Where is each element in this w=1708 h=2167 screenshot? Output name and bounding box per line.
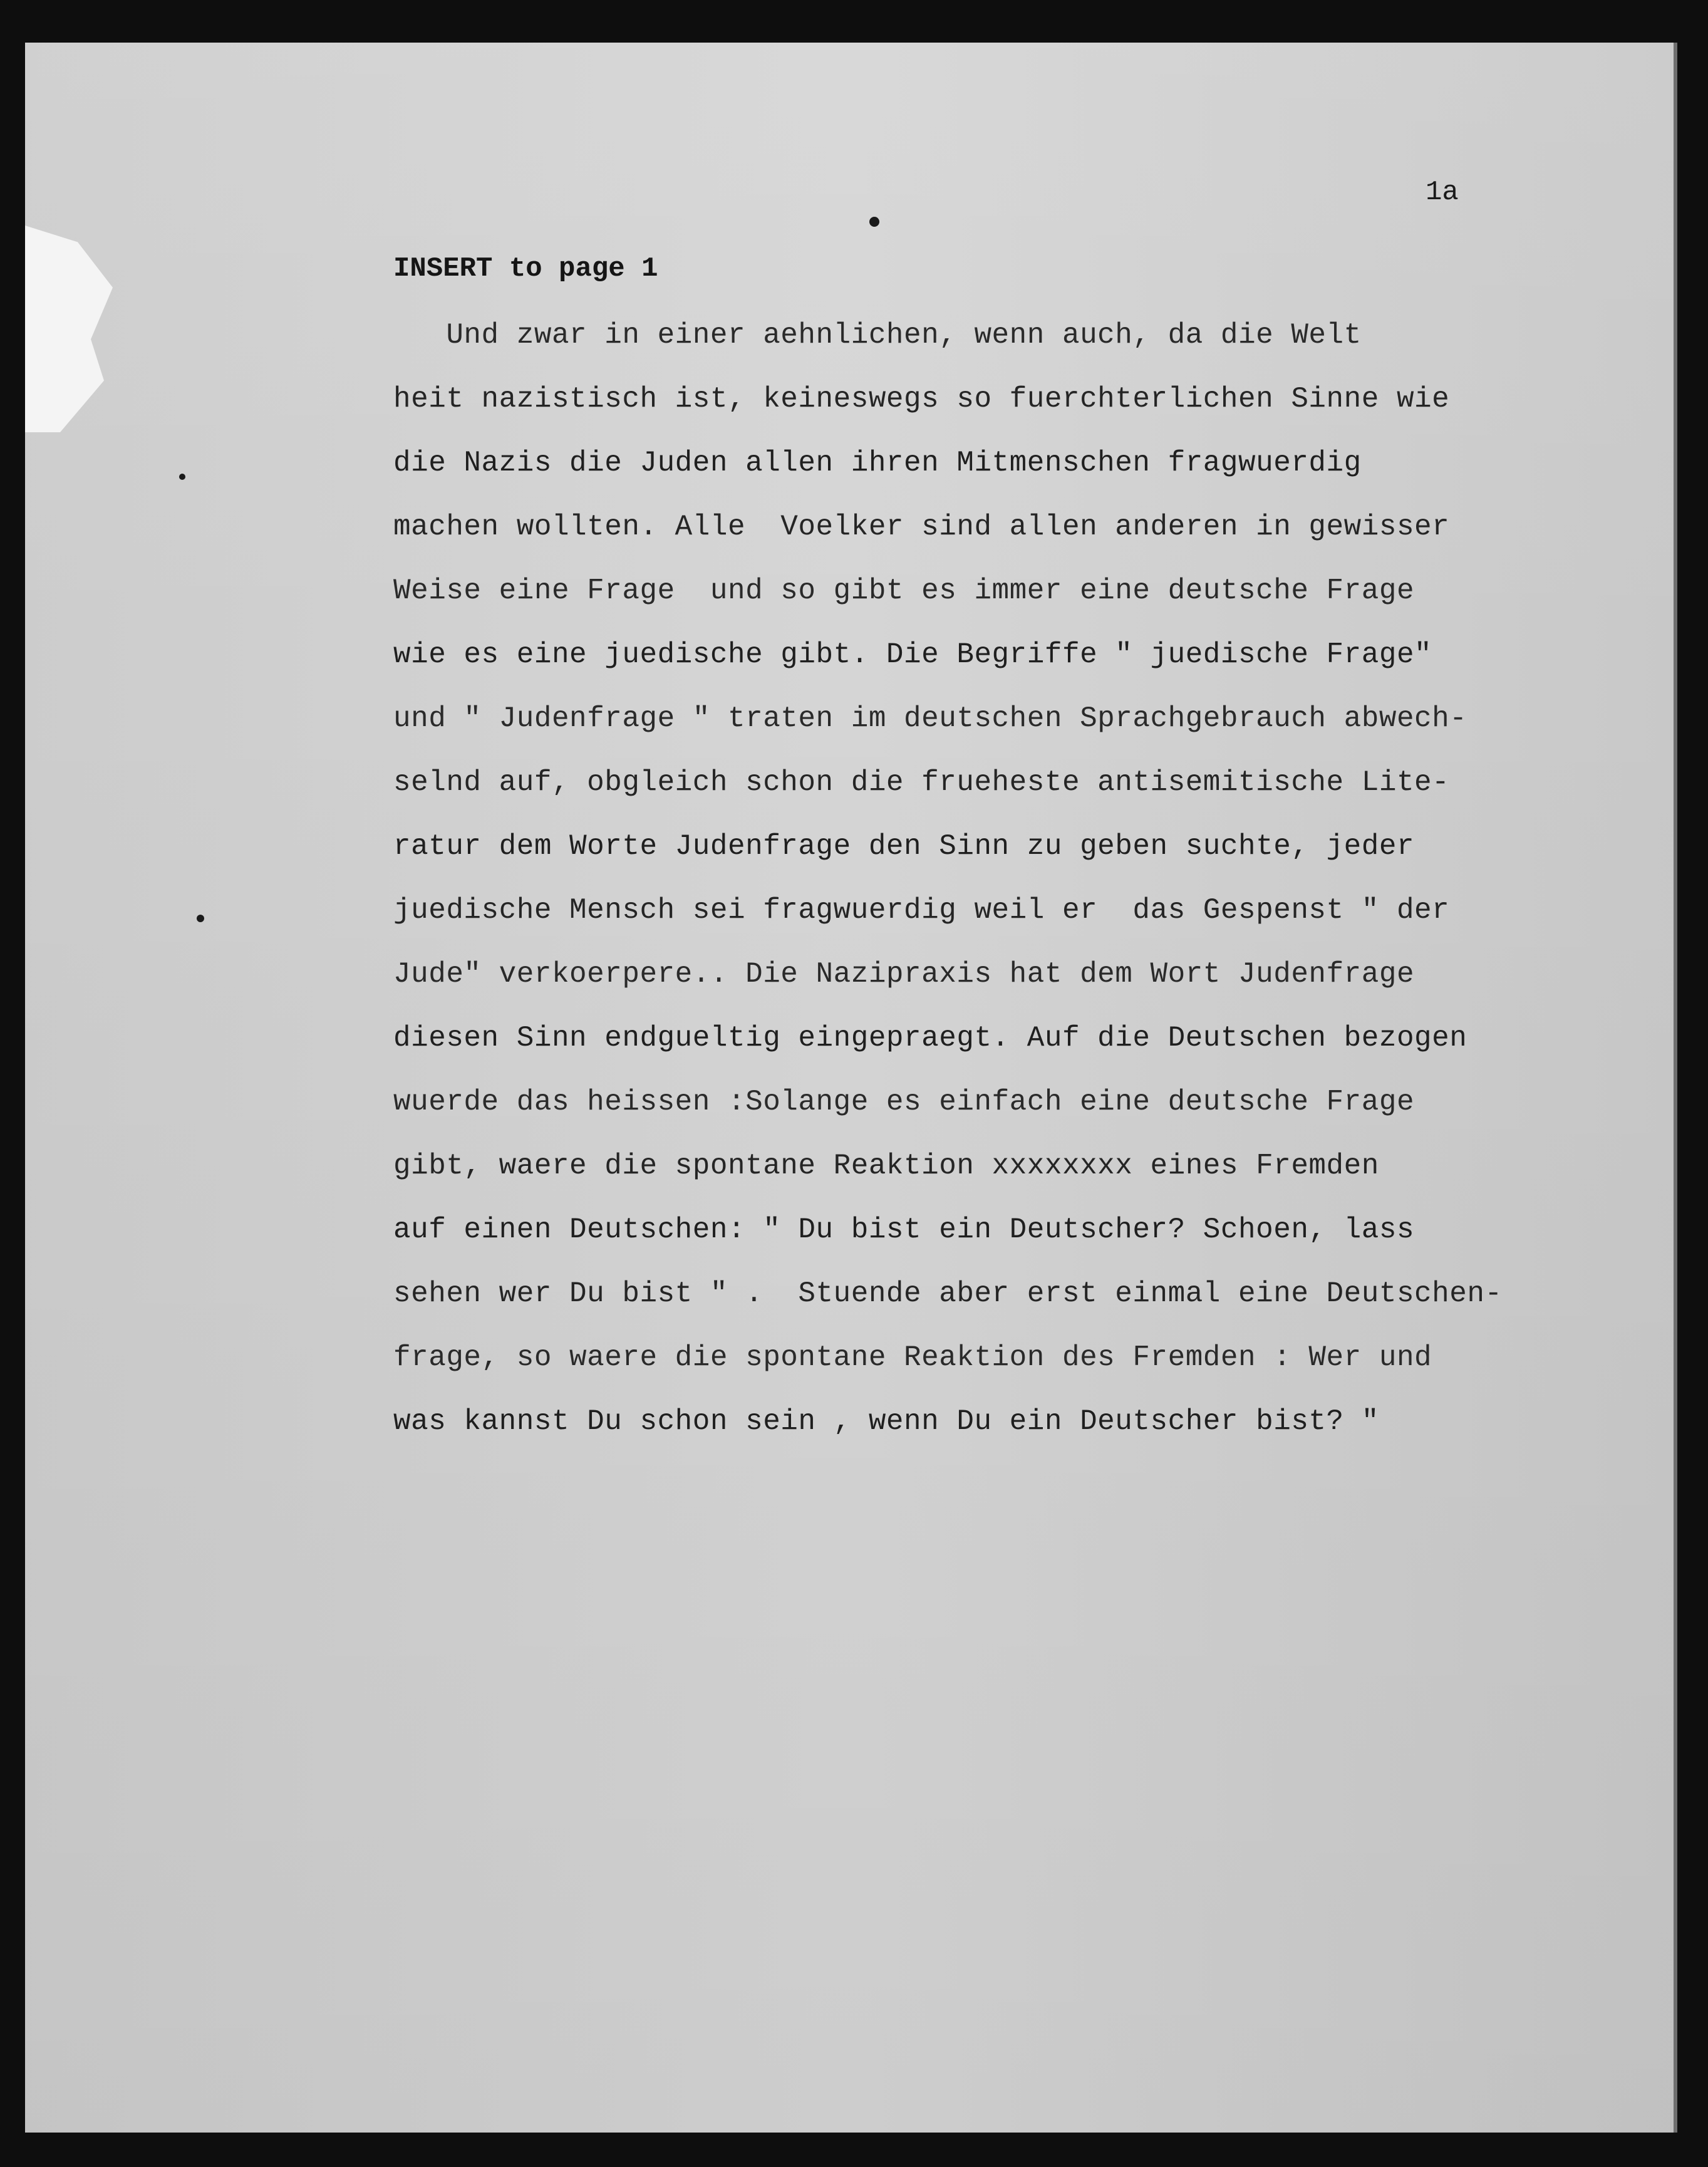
text-line: heit nazistisch ist, keineswegs so fuerchterlichen Sinne wie	[393, 383, 1450, 415]
page-heading: INSERT to page 1	[393, 253, 658, 284]
text-line: und " Judenfrage " traten im deutschen Sprachgebrauch abwech-	[393, 702, 1467, 735]
ink-dot	[869, 217, 879, 227]
ink-speck	[197, 915, 204, 922]
text-line: selnd auf, obgleich schon die frueheste antisemitische Lite-	[393, 766, 1450, 799]
page-number: 1a	[1426, 177, 1459, 208]
text-line: Und zwar in einer aehnlichen, wenn auch, da die Welt	[393, 319, 1362, 351]
text-line: ratur dem Worte Judenfrage den Sinn zu geben suchte, jeder	[393, 830, 1415, 863]
text-line: gibt, waere die spontane Reaktion xxxxxxxx eines Fremden	[393, 1150, 1379, 1182]
ink-speck	[179, 474, 185, 480]
text-line: Jude" verkoerpere.. Die Nazipraxis hat dem Wort Judenfrage	[393, 958, 1415, 990]
text-line: wie es eine juedische gibt. Die Begriffe " juedische Frage"	[393, 638, 1432, 671]
text-line: was kannst Du schon sein , wenn Du ein Deutscher bist? "	[393, 1405, 1379, 1438]
text-line: diesen Sinn endgueltig eingepraegt. Auf die Deutschen bezogen	[393, 1022, 1467, 1054]
text-line: frage, so waere die spontane Reaktion des Fremden : Wer und	[393, 1341, 1432, 1374]
text-line: wuerde das heissen :Solange es einfach eine deutsche Frage	[393, 1086, 1415, 1118]
text-line: machen wollten. Alle Voelker sind allen anderen in gewisser	[393, 511, 1450, 543]
text-line: juedische Mensch sei fragwuerdig weil er das Gespenst " der	[393, 894, 1450, 927]
typed-paragraph	[393, 303, 1633, 1453]
text-line: Weise eine Frage und so gibt es immer eine deutsche Frage	[393, 574, 1415, 607]
text-line: die Nazis die Juden allen ihren Mitmenschen fragwuerdig	[393, 447, 1362, 479]
text-line: sehen wer Du bist " . Stuende aber erst einmal eine Deutschen-	[393, 1277, 1503, 1310]
text-line: auf einen Deutschen: " Du bist ein Deutscher? Schoen, lass	[393, 1213, 1415, 1246]
